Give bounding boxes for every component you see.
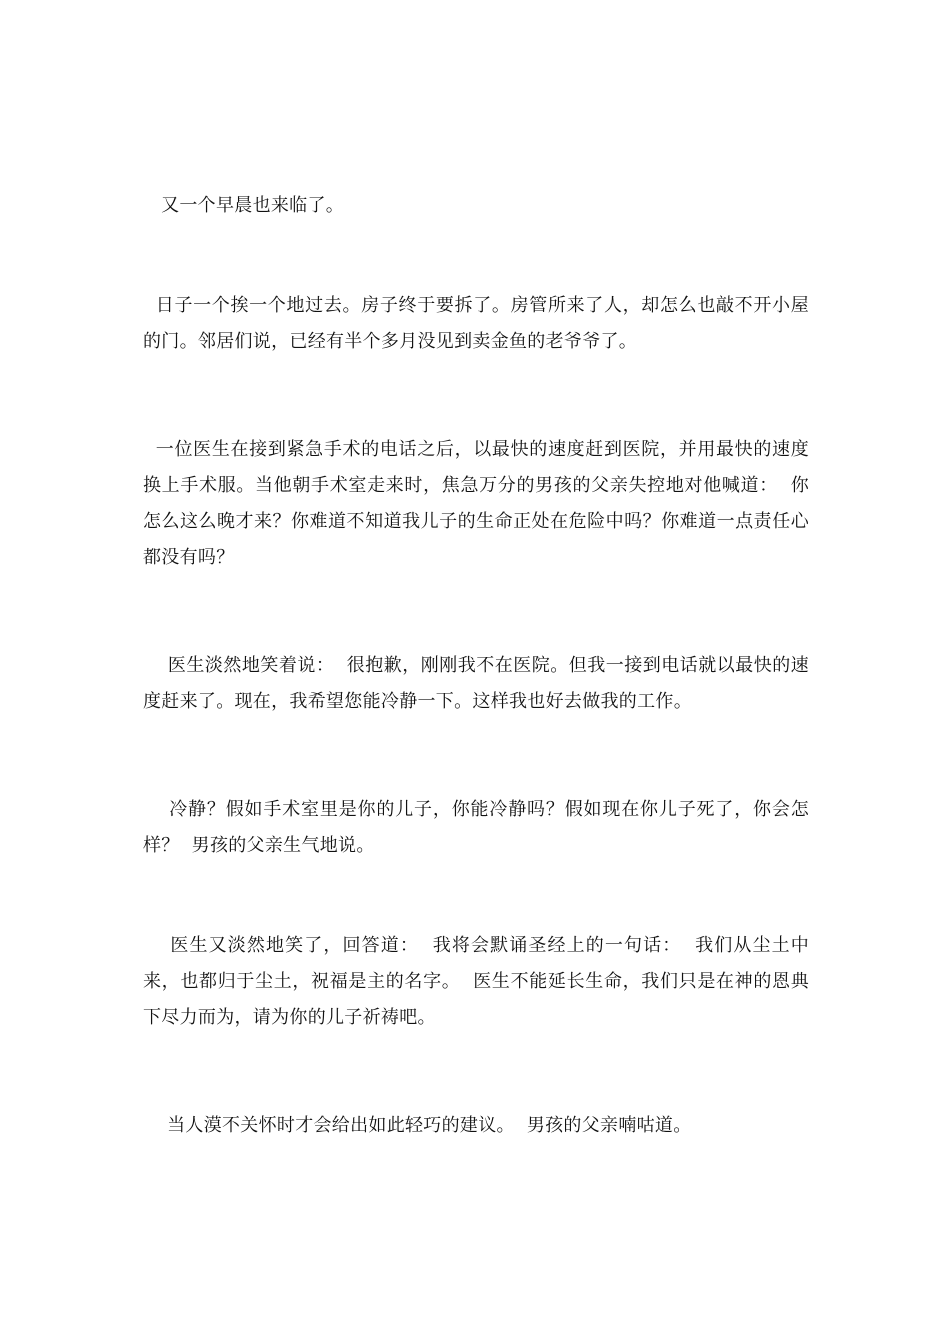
paragraph-1: 又一个早晨也来临了。: [143, 195, 345, 216]
paragraph-3: 一位医生在接到紧急手术的电话之后，以最快的速度赶到医院，并用最快的速度换上手术服。当他朝手术室走来时，焦急万分的男孩的父亲失控地对他喊道： 你怎么这么晚才来？你难道不知道我儿子的生命正处在危险中吗？你难道一点责任心都没有吗？: [143, 439, 809, 568]
paragraph-7: 当人漠不关怀时才会给出如此轻巧的建议。 男孩的父亲喃咕道。: [143, 1115, 692, 1136]
paragraph-2: 日子一个挨一个地过去。房子终于要拆了。房管所来了人，却怎么也敲不开小屋的门。邻居们说，已经有半个多月没见到卖金鱼的老爷爷了。: [143, 295, 809, 352]
paragraph-6: 医生又淡然地笑了，回答道： 我将会默诵圣经上的一句话： 我们从尘土中来，也都归于尘土，祝福是主的名字。 医生不能延长生命，我们只是在神的恩典下尽力而为，请为你的儿子祈祷吧。: [143, 935, 810, 1028]
paragraph-5: 冷静？假如手术室里是你的儿子，你能冷静吗？假如现在你儿子死了，你会怎样？ 男孩的父亲生气地说。: [143, 799, 809, 856]
paragraph-4: 医生淡然地笑着说： 很抱歉，刚刚我不在医院。但我一接到电话就以最快的速度赶来了。现在，我希望您能冷静一下。这样我也好去做我的工作。: [143, 655, 809, 712]
